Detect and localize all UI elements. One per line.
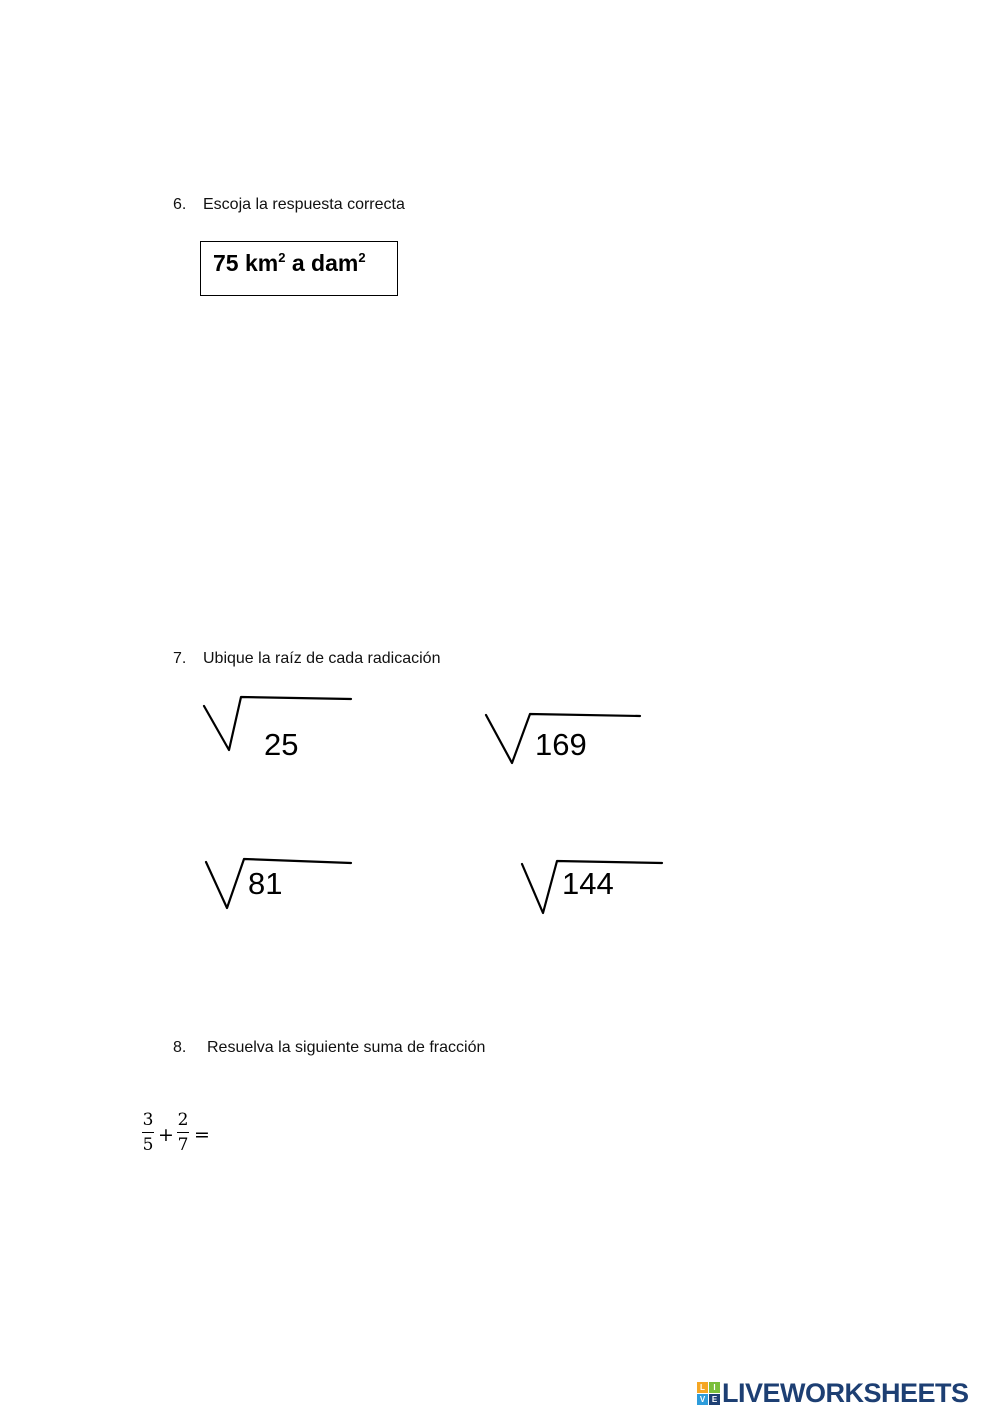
question-8-prompt	[173, 1039, 485, 1057]
logo-text: LIVEWORKSHEETS	[722, 1378, 969, 1408]
fraction-3-5	[142, 1112, 154, 1154]
question-7-text: Ubique la raíz de cada radicación	[203, 650, 441, 667]
plus-operator: +	[158, 1124, 174, 1146]
question-6-prompt	[173, 196, 405, 214]
fraction-2-numerator: 2	[177, 1110, 189, 1130]
logo-mark-icon	[697, 1382, 720, 1405]
conversion-exponent-2: 2	[358, 250, 366, 265]
fraction-1-denominator: 5	[142, 1135, 154, 1155]
equals-sign: =	[194, 1124, 210, 1146]
logo-mark-letter-e: E	[709, 1394, 720, 1405]
radicand-25: 25	[264, 727, 299, 762]
liveworksheets-logo	[697, 1378, 969, 1409]
logo-mark-letter-i: I	[709, 1382, 720, 1393]
conversion-exponent-1: 2	[278, 250, 286, 265]
radicand-81: 81	[248, 866, 283, 901]
question-7-number: 7.	[173, 650, 187, 667]
fraction-2-7	[177, 1112, 189, 1154]
conversion-target-unit: a dam	[285, 250, 359, 276]
conversion-value: 75 km	[213, 250, 279, 276]
fraction-2-denominator: 7	[177, 1135, 189, 1155]
fraction-1-numerator: 3	[142, 1110, 154, 1130]
question-6-text: Escoja la respuesta correcta	[203, 196, 405, 213]
question-8-number: 8.	[173, 1039, 187, 1056]
fraction-1-bar	[142, 1132, 154, 1133]
question-7-prompt	[173, 650, 440, 668]
logo-mark-letter-l: L	[697, 1382, 708, 1393]
question-8-text: Resuelva la siguiente suma de fracción	[207, 1039, 486, 1056]
radicand-144: 144	[562, 866, 614, 901]
fraction-2-bar	[177, 1132, 189, 1133]
question-6-number: 6.	[173, 196, 187, 213]
unit-conversion-box	[200, 241, 398, 296]
radicand-169: 169	[535, 727, 587, 762]
logo-mark-letter-v: V	[697, 1394, 708, 1405]
